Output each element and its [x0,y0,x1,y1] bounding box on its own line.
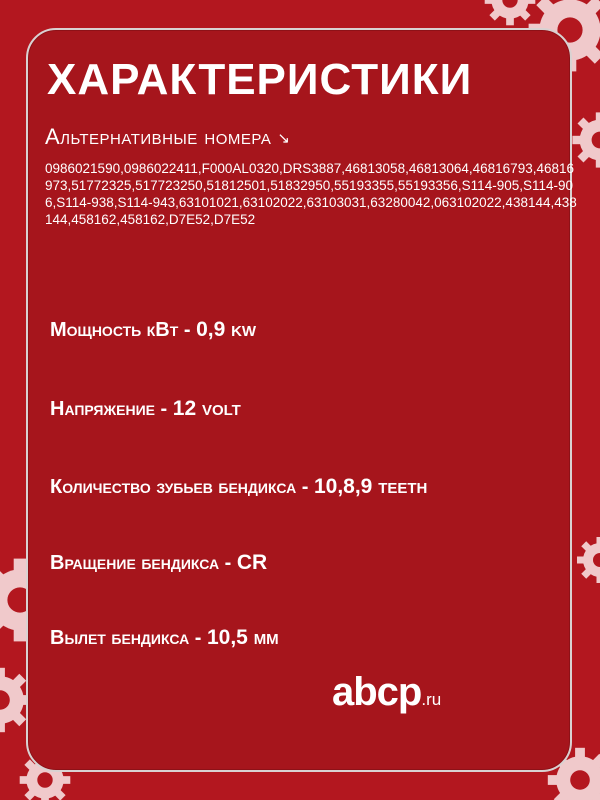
spec-label: Мощность кВт - [50,319,197,341]
spec-label: Вылет бендикса - [50,627,207,649]
spec-value: CR [236,551,268,574]
spec-teeth [50,475,427,499]
spec-value: 12 volt [172,397,241,420]
spec-rotation [50,551,267,575]
spec-value: 10,8,9 teeth [313,475,428,498]
spec-value: 10,5 мм [206,626,279,649]
spec-value: 0,9 kw [196,318,257,341]
alt-numbers-heading-text: Альтернативные номера [45,124,272,149]
arrow-down-right-icon: ↘ [277,130,291,148]
spec-offset [50,626,279,650]
alt-numbers-heading [45,124,290,150]
spec-label: Количество зубьев бендикса - [50,476,314,498]
spec-voltage [50,397,241,421]
abcp-logo [332,670,441,715]
spec-label: Вращение бендикса - [50,552,237,574]
logo-tld: .ru [421,690,442,709]
alt-numbers-list: 0986021590,0986022411,F000AL0320,DRS3887,46813058,46813064,46816793,46816973,51772325,517723250,51812501,51832950,55193355,55193356,S114-905,S114-906,S114-938,S114-943,63101021,63102022,63103031,63280042,063102022,438144,438144,458162,458162,D7E52,D7E52 [45,161,577,227]
spec-label: Напряжение - [50,398,173,420]
page-title: ХАРАКТЕРИСТИКИ [47,55,473,104]
spec-power [50,318,256,342]
logo-name: abcp [332,670,422,714]
